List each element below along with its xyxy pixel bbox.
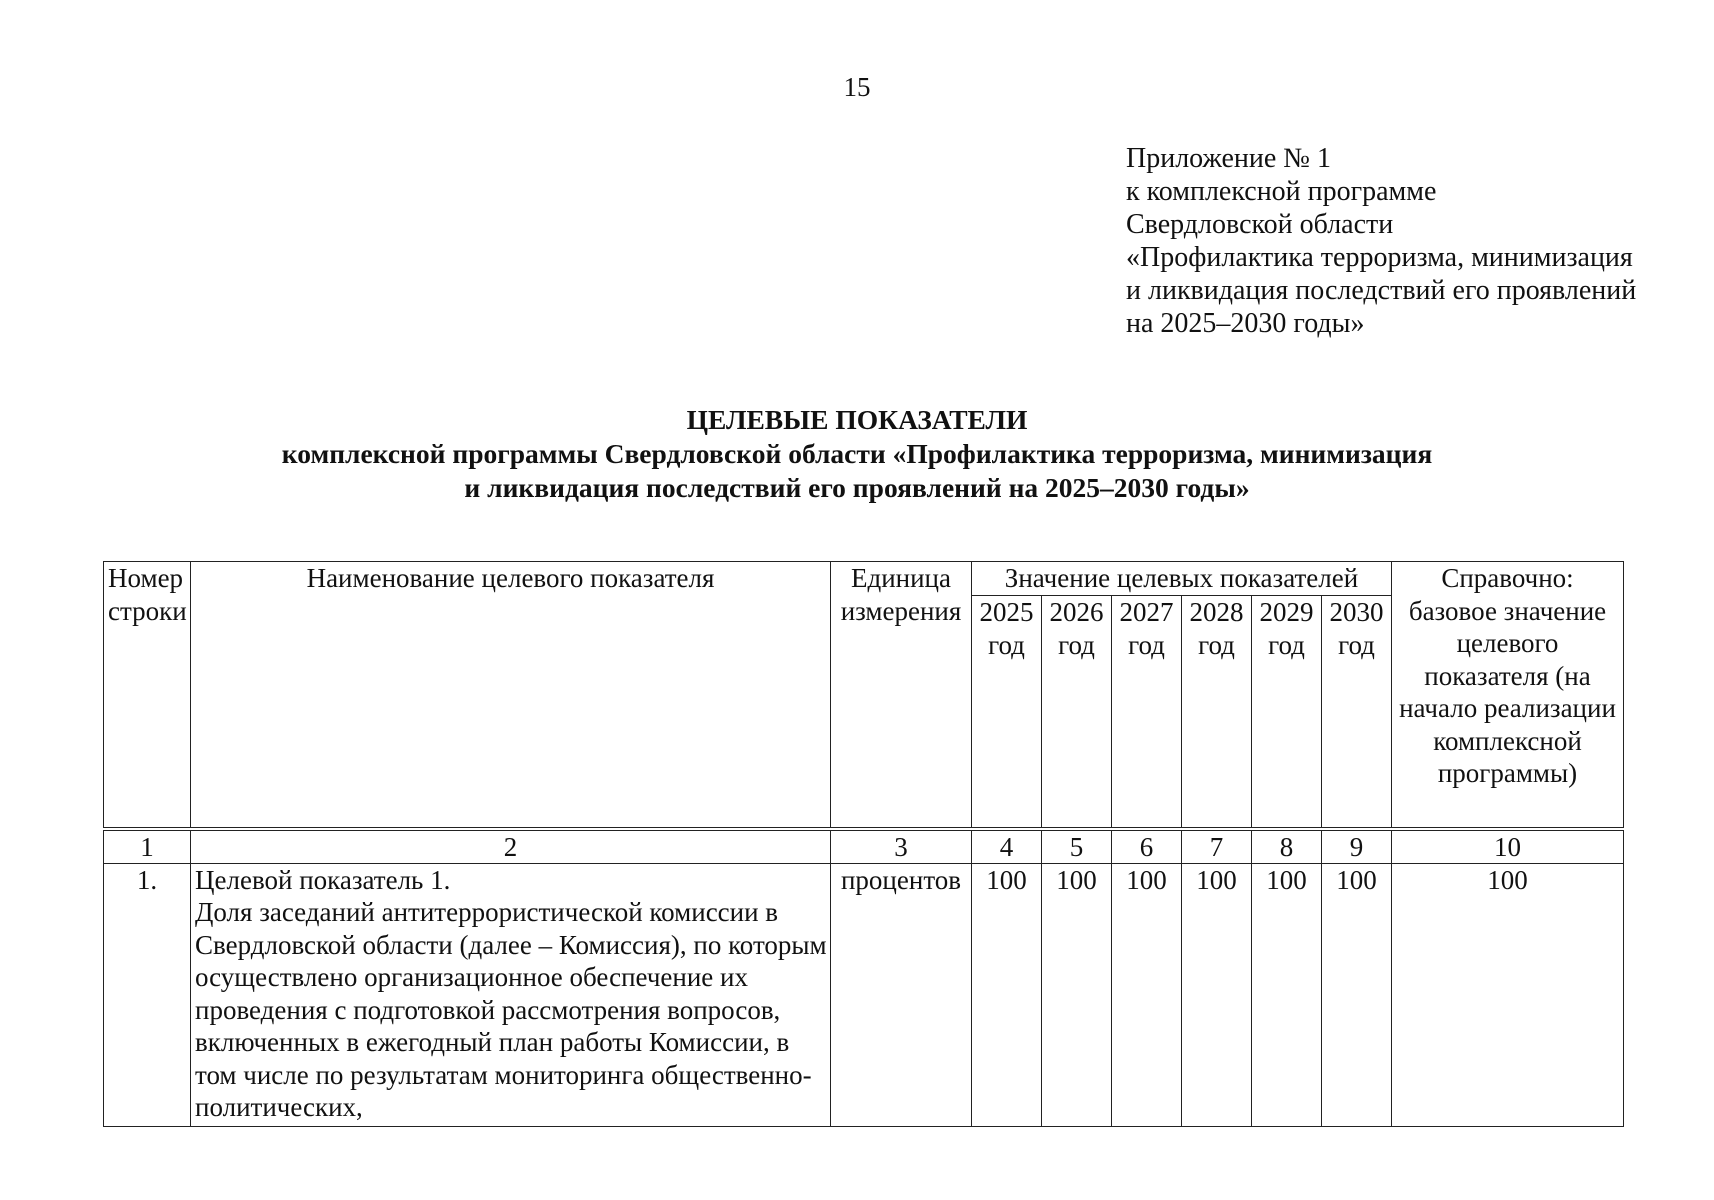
value-cell-2025: 100 [972,863,1042,1126]
header-year-cell [1322,595,1392,829]
value-cell-2028: 100 [1182,863,1252,1126]
header-row-number: Номер строки [104,562,191,829]
title-line-2: комплексной программы Свердловской области «Профилактика терроризма, минимизация [281,438,1433,469]
header-year-cell [1252,595,1322,829]
column-number: 9 [1322,829,1392,864]
year-label: 2028 [1189,596,1244,627]
value-cell-2030: 100 [1322,863,1392,1126]
column-number: 6 [1112,829,1182,864]
header-year-cell [1112,595,1182,829]
column-number: 3 [831,829,972,864]
appendix-line: Свердловской области [1126,209,1394,240]
year-label: 2025 [979,596,1034,627]
column-number: 1 [104,829,191,864]
year-label: 2026 [1049,596,1104,627]
reference-value-cell: 100 [1392,863,1624,1126]
title-line-3: и ликвидация последствий его проявлений на 2025–2030 годы» [464,472,1250,503]
indicators-table [103,561,1624,1127]
header-year-cell [1182,595,1252,829]
value-cell-2027: 100 [1112,863,1182,1126]
unit-cell: процентов [831,863,972,1126]
indicator-description: Доля заседаний антитеррористической комиссии в Свердловской области (далее – Комиссия), по которым осуществлено организационное обеспечение их проведения с подготовкой рассмотрения вопросов, включенных в ежегодный план работы Комиссии, в том числе по результатам мониторинга общественно-политических, [195,897,827,1122]
appendix-line: на 2025–2030 годы» [1126,308,1365,339]
page-number: 15 [843,72,871,102]
value-cell-2029: 100 [1252,863,1322,1126]
table-row [104,863,1624,1126]
year-suffix: год [988,629,1025,660]
appendix-line: к комплексной программе [1126,176,1437,207]
header-year-cell [1042,595,1112,829]
header-year-cell [972,595,1042,829]
year-suffix: год [1058,629,1095,660]
column-number: 5 [1042,829,1112,864]
year-label: 2029 [1259,596,1314,627]
row-number: 1. [104,863,191,1126]
column-number: 7 [1182,829,1252,864]
value-cell-2026: 100 [1042,863,1112,1126]
header-values-group: Значение целевых показателей [972,562,1392,596]
indicator-name-cell [191,863,831,1126]
year-label: 2027 [1119,596,1174,627]
year-label: 2030 [1329,596,1384,627]
column-number: 10 [1392,829,1624,864]
indicator-title: Целевой показатель 1. [195,864,451,895]
document-title [0,403,1714,505]
column-number: 8 [1252,829,1322,864]
year-suffix: год [1338,629,1375,660]
year-suffix: год [1128,629,1165,660]
header-indicator-name: Наименование целевого показателя [191,562,831,829]
header-unit: Единица измерения [831,562,972,829]
appendix-note [1126,142,1636,340]
year-suffix: год [1268,629,1305,660]
column-number: 4 [972,829,1042,864]
appendix-line: «Профилактика терроризма, минимизация [1126,242,1633,273]
appendix-line: Приложение № 1 [1126,143,1331,174]
header-reference: Справочно: базовое значение целевого показателя (на начало реализации комплексной программы) [1392,562,1624,829]
year-suffix: год [1198,629,1235,660]
title-line-1: ЦЕЛЕВЫЕ ПОКАЗАТЕЛИ [686,404,1028,435]
appendix-line: и ликвидация последствий его проявлений [1126,275,1637,306]
column-number: 2 [191,829,831,864]
